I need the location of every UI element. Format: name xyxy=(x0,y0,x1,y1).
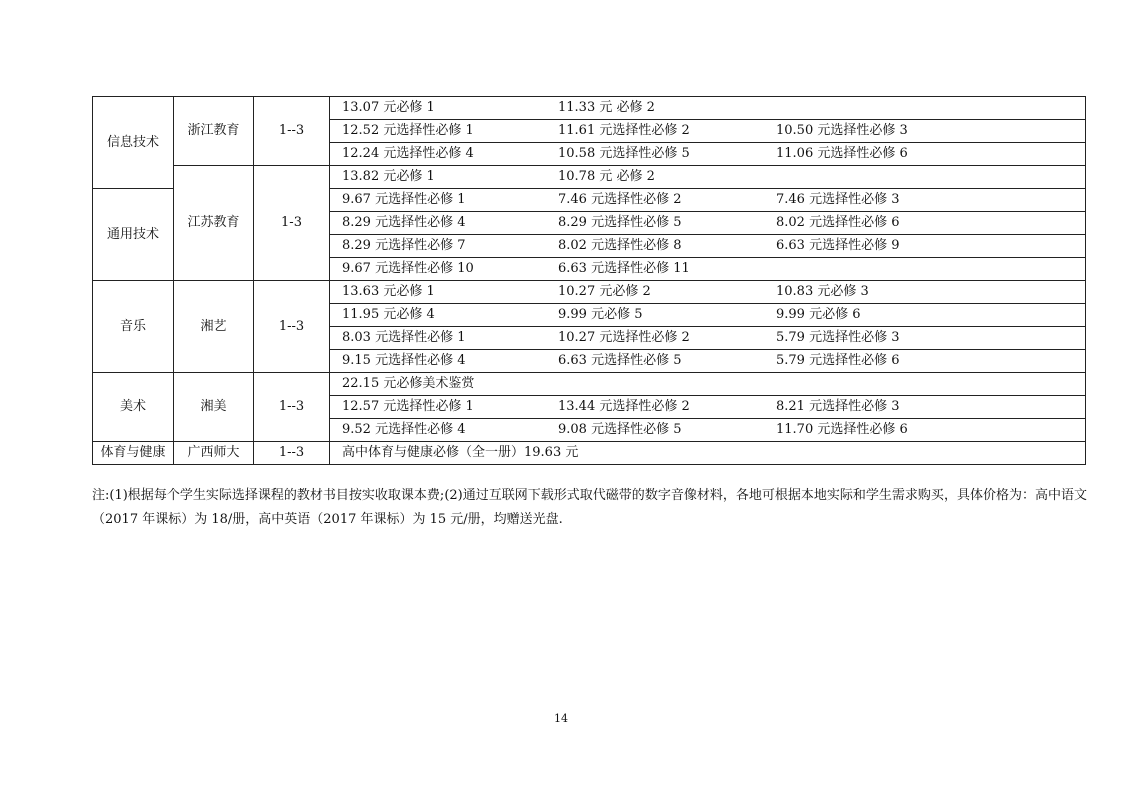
price-entry: 9.52 元选择性必修 4 xyxy=(342,422,466,437)
price-line xyxy=(330,373,1086,396)
subject-cell: 信息技术 xyxy=(93,97,174,189)
price-entry: 8.02 元选择性必修 8 xyxy=(558,238,682,253)
price-entry: 8.29 元选择性必修 4 xyxy=(342,215,466,230)
table-row xyxy=(93,166,1086,189)
table-row xyxy=(93,373,1086,396)
grade-cell: 1--3 xyxy=(254,97,330,166)
publisher-cell: 江苏教育 xyxy=(174,166,254,281)
price-entry: 10.58 元选择性必修 5 xyxy=(558,146,690,161)
price-entry: 7.46 元选择性必修 2 xyxy=(558,192,682,207)
price-entry: 高中体育与健康必修（全一册）19.63 元 xyxy=(342,445,579,460)
price-entry: 8.03 元选择性必修 1 xyxy=(342,330,466,345)
price-entry: 10.27 元选择性必修 2 xyxy=(558,330,690,345)
price-line xyxy=(330,419,1086,442)
grade-cell: 1--3 xyxy=(254,442,330,465)
price-entry: 13.44 元选择性必修 2 xyxy=(558,399,690,414)
price-entry: 9.67 元选择性必修 1 xyxy=(342,192,466,207)
price-line xyxy=(330,143,1086,166)
price-line xyxy=(330,396,1086,419)
table-row xyxy=(93,442,1086,465)
grade-cell: 1--3 xyxy=(254,281,330,373)
price-entry xyxy=(776,258,1076,280)
subject-cell: 体育与健康 xyxy=(93,442,174,465)
price-line xyxy=(330,304,1086,327)
price-entry: 11.06 元选择性必修 6 xyxy=(776,146,908,161)
price-entry: 12.57 元选择性必修 1 xyxy=(342,399,474,414)
price-line xyxy=(330,281,1086,304)
price-entry: 6.63 元选择性必修 9 xyxy=(776,238,900,253)
price-entry: 9.08 元选择性必修 5 xyxy=(558,422,682,437)
price-line xyxy=(330,442,1086,465)
price-entry: 13.07 元必修 1 xyxy=(342,100,435,115)
price-table xyxy=(92,96,1086,465)
price-entry: 6.63 元选择性必修 5 xyxy=(558,353,682,368)
subject-cell: 音乐 xyxy=(93,281,174,373)
publisher-cell: 湘美 xyxy=(174,373,254,442)
price-line xyxy=(330,327,1086,350)
table-row xyxy=(93,281,1086,304)
price-entry: 22.15 元必修美术鉴赏 xyxy=(342,376,475,391)
price-entry: 13.82 元必修 1 xyxy=(342,169,435,184)
price-entry: 11.33 元 必修 2 xyxy=(558,100,655,115)
price-entry: 5.79 元选择性必修 6 xyxy=(776,353,900,368)
price-line xyxy=(330,189,1086,212)
price-entry xyxy=(776,166,1076,188)
price-entry: 10.78 元 必修 2 xyxy=(558,169,655,184)
price-entry: 8.29 元选择性必修 7 xyxy=(342,238,466,253)
price-entry: 10.27 元必修 2 xyxy=(558,284,651,299)
footnote: 注:(1)根据每个学生实际选择课程的教材书目按实收取课本费;(2)通过互联网下载形式取代磁带的数字音像材料，各地可根据本地实际和学生需求购买，具体价格为：高中语文（2017 年课标）为 18/册，高中英语（2017 年课标）为 15 元/册，均赠送光盘. xyxy=(92,488,1087,527)
price-line xyxy=(330,166,1086,189)
price-line xyxy=(330,235,1086,258)
price-table-body xyxy=(93,97,1086,465)
subject-cell: 通用技术 xyxy=(93,189,174,281)
price-entry: 5.79 元选择性必修 3 xyxy=(776,330,900,345)
price-line xyxy=(330,212,1086,235)
grade-cell: 1--3 xyxy=(254,373,330,442)
price-line xyxy=(330,258,1086,281)
price-line xyxy=(330,350,1086,373)
publisher-cell: 广西师大 xyxy=(174,442,254,465)
price-entry: 11.61 元选择性必修 2 xyxy=(558,123,690,138)
price-entry: 11.95 元必修 4 xyxy=(342,307,435,322)
page-number: 14 xyxy=(554,712,568,725)
table-row xyxy=(93,97,1086,120)
price-line xyxy=(330,97,1086,120)
price-entry: 9.15 元选择性必修 4 xyxy=(342,353,466,368)
price-entry: 13.63 元必修 1 xyxy=(342,284,435,299)
grade-cell: 1-3 xyxy=(254,166,330,281)
price-entry: 8.21 元选择性必修 3 xyxy=(776,399,900,414)
publisher-cell: 浙江教育 xyxy=(174,97,254,166)
price-entry: 9.99 元必修 5 xyxy=(558,307,643,322)
price-entry: 7.46 元选择性必修 3 xyxy=(776,192,900,207)
price-entry xyxy=(776,97,1076,119)
publisher-cell: 湘艺 xyxy=(174,281,254,373)
price-entry: 9.99 元必修 6 xyxy=(776,307,861,322)
price-entry: 10.50 元选择性必修 3 xyxy=(776,123,908,138)
price-line xyxy=(330,120,1086,143)
price-entry: 9.67 元选择性必修 10 xyxy=(342,261,474,276)
price-entry: 12.24 元选择性必修 4 xyxy=(342,146,474,161)
price-entry: 8.29 元选择性必修 5 xyxy=(558,215,682,230)
subject-cell: 美术 xyxy=(93,373,174,442)
price-entry: 11.70 元选择性必修 6 xyxy=(776,422,908,437)
price-entry: 10.83 元必修 3 xyxy=(776,284,869,299)
price-entry: 6.63 元选择性必修 11 xyxy=(558,261,690,276)
price-entry: 8.02 元选择性必修 6 xyxy=(776,215,900,230)
price-entry: 12.52 元选择性必修 1 xyxy=(342,123,474,138)
